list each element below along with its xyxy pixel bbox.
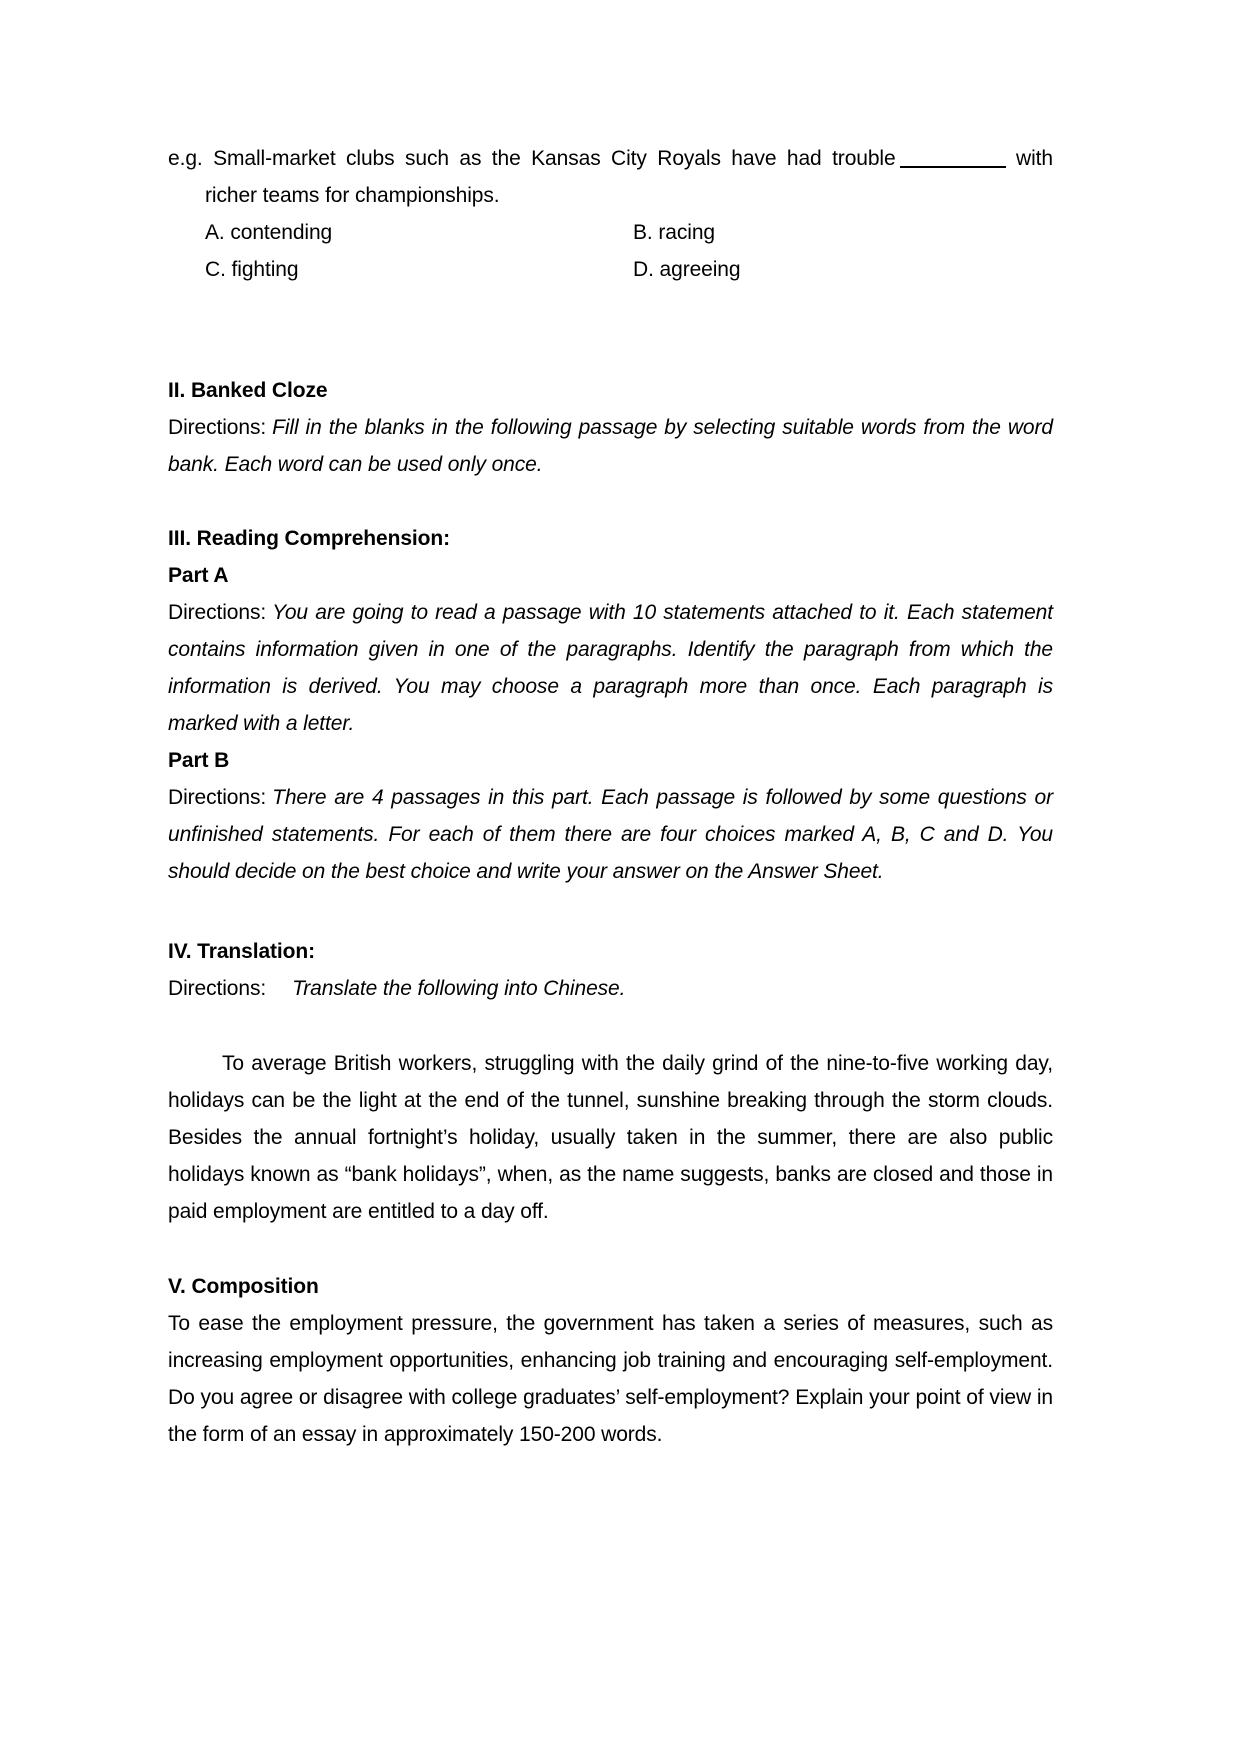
answer-blank-line <box>900 147 1006 168</box>
composition-body: To ease the employment pressure, the government has taken a series of measures, such as increasing employment opportunities, enhancing job training and encouraging self-employment. Do you agree or disagree with college graduates’ self-employment? Explain your point of view in the form of an essay in approximately 150-200 words. <box>168 1312 1053 1446</box>
part-a-heading: Part A <box>168 564 229 587</box>
directions-label: Directions: <box>168 786 267 809</box>
composition-heading: V. Composition <box>168 1275 319 1298</box>
directions-text: You are going to read a passage with 10 statements attached to it. Each statement contains information given in one of the paragraphs. Identify the paragraph from which the information is derived. You may choose a paragraph more than once. Each paragraph is marked with a letter. <box>168 601 1053 735</box>
option-b: B. racing <box>633 221 715 244</box>
example-options <box>168 214 1053 288</box>
translation-directions <box>168 970 1053 1007</box>
example-sentence-continuation: with richer teams for championships. <box>205 147 1053 207</box>
directions-text: There are 4 passages in this part. Each passage is followed by some questions or unfinished statements. For each of them there are four choices marked A, B, C and D. You should decide on the best choice and write your answer on the Answer Sheet. <box>168 786 1053 883</box>
directions-label: Directions: <box>168 416 267 439</box>
directions-text: Translate the following into Chinese. <box>292 977 626 1000</box>
option-d: D. agreeing <box>633 258 741 281</box>
translation-heading: IV. Translation: <box>168 940 315 963</box>
example-sentence-text: e.g. Small-market clubs such as the Kansas City Royals have had trouble <box>168 147 896 170</box>
reading-comprehension-section <box>168 520 1053 890</box>
translation-passage: To average British workers, struggling with the daily grind of the nine-to-five working day, holidays can be the light at the end of the tunnel, sunshine breaking through the storm clouds. Besides the annual fortnight’s holiday, usually taken in the summer, there are also public holidays known as “bank holidays”, when, as the name suggests, banks are closed and those in paid employment are entitled to a day off. <box>168 1052 1053 1223</box>
example-block <box>168 140 1053 288</box>
option-c: C. fighting <box>205 258 299 281</box>
option-a: A. contending <box>205 221 333 244</box>
directions-label: Directions: <box>168 977 267 1000</box>
directions-label: Directions: <box>168 601 267 624</box>
translation-section <box>168 933 1053 1230</box>
composition-section <box>168 1268 1053 1453</box>
example-sentence <box>168 140 1053 214</box>
directions-text: Fill in the blanks in the following passage by selecting suitable words from the word bank. Each word can be used only once. <box>168 416 1053 476</box>
banked-cloze-section <box>168 372 1053 483</box>
part-a-directions <box>168 594 1053 742</box>
part-b-directions <box>168 779 1053 890</box>
part-b-heading: Part B <box>168 749 230 772</box>
reading-heading: III. Reading Comprehension: <box>168 527 450 550</box>
banked-cloze-directions <box>168 409 1053 483</box>
banked-cloze-heading: II. Banked Cloze <box>168 379 328 402</box>
